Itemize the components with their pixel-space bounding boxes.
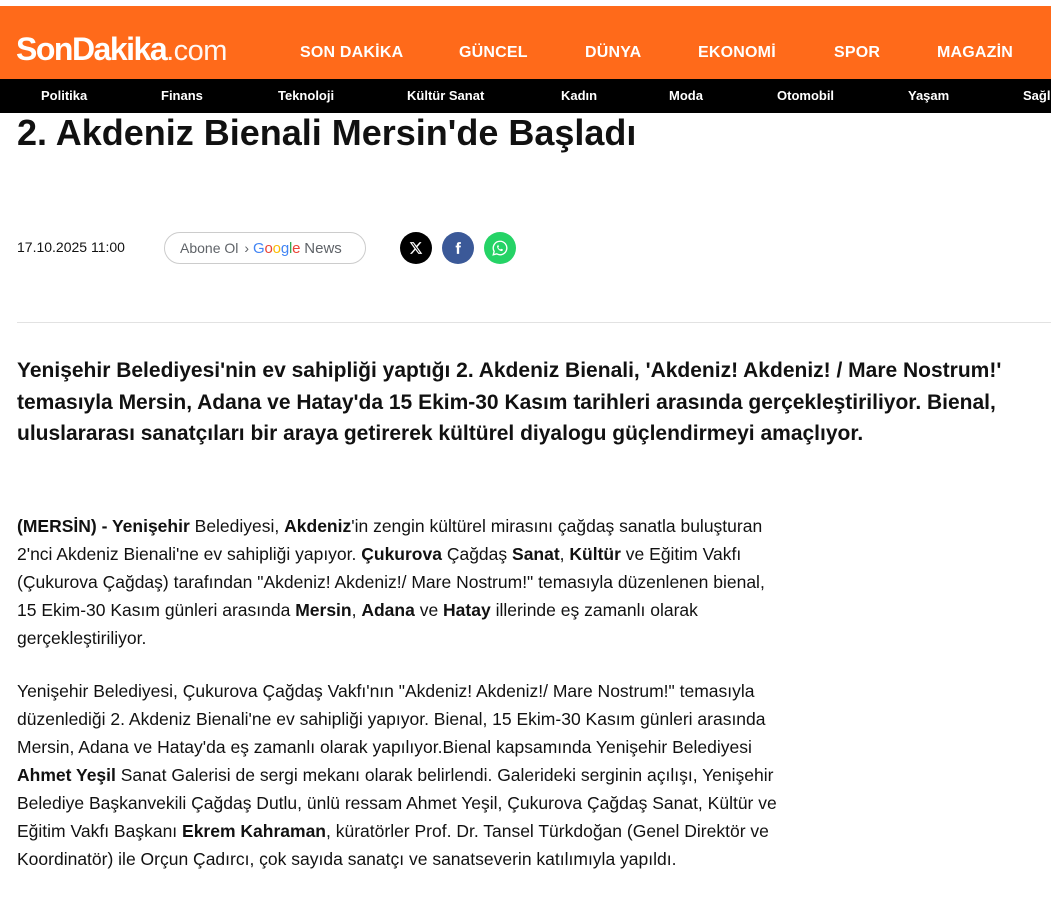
logo-tld: .com bbox=[166, 35, 227, 67]
subnav-kadin[interactable]: Kadın bbox=[561, 88, 598, 103]
paragraph-text: , bbox=[559, 544, 570, 564]
x-icon bbox=[409, 241, 423, 255]
paragraph-text: illerinde eş zamanlı olarak gerçekleştiriliyor. bbox=[17, 600, 698, 648]
news-label: News bbox=[304, 239, 342, 257]
google-letter: o bbox=[264, 239, 273, 257]
paragraph-text: , küratörler Prof. Dr. Tansel Türkdoğan (Genel Direktör ve Koordinatör) ile Orçun Çadırcı, çok sayıda sanatçı ve sanatseverin katılımıyla yapıldı. bbox=[17, 821, 769, 869]
subnav-otomobil[interactable]: Otomobil bbox=[777, 88, 835, 103]
nav-son-dakika[interactable]: SON DAKİKA bbox=[300, 44, 404, 61]
whatsapp-icon bbox=[491, 239, 509, 257]
nav-spor[interactable]: SPOR bbox=[834, 44, 881, 61]
nav-guncel[interactable]: GÜNCEL bbox=[459, 44, 528, 61]
share-whatsapp-button[interactable] bbox=[484, 232, 516, 264]
nav-dunya[interactable]: DÜNYA bbox=[585, 44, 642, 61]
share-x-button[interactable] bbox=[400, 232, 432, 264]
bold-keyword: (MERSİN) - Yenişehir bbox=[17, 516, 190, 536]
bold-keyword: Adana bbox=[361, 600, 415, 620]
chevron-right-icon: › bbox=[244, 240, 250, 256]
google-news-subscribe-button[interactable] bbox=[164, 232, 366, 264]
subnav-politika[interactable]: Politika bbox=[41, 88, 88, 103]
facebook-icon bbox=[451, 241, 465, 255]
paragraph-text: , bbox=[351, 600, 362, 620]
nav-ekonomi[interactable]: EKONOMİ bbox=[698, 44, 776, 61]
main-nav bbox=[0, 44, 1051, 66]
logo-brand: SonDakika bbox=[16, 31, 167, 67]
paragraph-text: Yenişehir Belediyesi, Çukurova Çağdaş Vakfı'nın "Akdeniz! Akdeniz!/ Mare Nostrum!" temasıyla düzenlediği 2. Akdeniz Bienali'ne ev sahipliği yapıyor. Bienal, 15 Ekim-30 Kasım günleri arasında Mersin, Adana ve Hatay'da eş zamanlı olarak yapılıyor.Bienal kapsamında Yenişehir Belediyesi bbox=[17, 681, 766, 757]
content-divider bbox=[17, 322, 1051, 323]
subnav-moda[interactable]: Moda bbox=[669, 88, 703, 103]
article-paragraph-2 bbox=[17, 677, 787, 873]
bold-keyword: Ekrem Kahraman bbox=[182, 821, 326, 841]
google-letter: g bbox=[280, 239, 289, 257]
paragraph-text: ve bbox=[414, 600, 444, 620]
google-letter: e bbox=[292, 239, 301, 257]
subnav-yasam[interactable]: Yaşam bbox=[908, 88, 950, 103]
paragraph-text: Çağdaş bbox=[441, 544, 513, 564]
google-letter: G bbox=[253, 239, 265, 257]
google-logo bbox=[253, 240, 300, 257]
subnav-teknoloji[interactable]: Teknoloji bbox=[278, 88, 335, 103]
subnav-finans[interactable]: Finans bbox=[161, 88, 203, 103]
bold-keyword: Hatay bbox=[443, 600, 491, 620]
category-nav bbox=[0, 79, 1061, 113]
paragraph-text: Belediyesi, bbox=[189, 516, 285, 536]
subnav-kultur-sanat[interactable]: Kültür Sanat bbox=[407, 88, 485, 103]
bold-keyword: Mersin bbox=[295, 600, 352, 620]
bold-keyword: Sanat bbox=[512, 544, 560, 564]
article-title: 2. Akdeniz Bienali Mersin'de Başladı bbox=[17, 112, 637, 153]
google-letter: l bbox=[288, 239, 293, 257]
bold-keyword: Çukurova bbox=[361, 544, 442, 564]
paragraph-text: ve Eğitim Vakfı (Çukurova Çağdaş) tarafından "Akdeniz! Akdeniz!/ Mare Nostrum!" temasıyla düzenlenen bienal, 15 Ekim-30 Kasım günleri arasında bbox=[17, 544, 765, 620]
publish-date: 17.10.2025 11:00 bbox=[17, 239, 125, 255]
subscribe-label: Abone Ol bbox=[180, 240, 239, 256]
subnav-saglik[interactable]: Sağlık bbox=[1023, 88, 1061, 103]
bold-keyword: Kültür bbox=[569, 544, 621, 564]
nav-magazin[interactable]: MAGAZİN bbox=[937, 44, 1014, 61]
bold-keyword: Akdeniz bbox=[284, 516, 352, 536]
top-header bbox=[0, 0, 1051, 79]
paragraph-text: 'in zengin kültürel mirasını çağdaş sanatla buluşturan 2'nci Akdeniz Bienali'ne ev sahipliği yapıyor. bbox=[17, 516, 763, 564]
article-paragraph-1 bbox=[17, 512, 787, 652]
paragraph-text: Sanat Galerisi de sergi mekanı olarak belirlendi. Galerideki serginin açılışı, Yenişehir Belediye Başkanvekili Çağdaş Dutlu, ünlü ressam Ahmet Yeşil, Çukurova Çağdaş Sanat, Kültür ve Eğitim Vakfı Başkanı bbox=[17, 765, 777, 841]
share-facebook-button[interactable] bbox=[442, 232, 474, 264]
bold-keyword: Ahmet Yeşil bbox=[17, 765, 116, 785]
google-letter: o bbox=[272, 239, 281, 257]
article-summary: Yenişehir Belediyesi'nin ev sahipliği yaptığı 2. Akdeniz Bienali, 'Akdeniz! Akdeniz! / Mare Nostrum!' temasıyla Mersin, Adana ve Hatay'da 15 Ekim-30 Kasım tarihleri arasında gerçekleştiriliyor. Bienal, uluslararası sanatçıları bir araya getirerek kültürel diyalogu güçlendirmeyi amaçlıyor. bbox=[17, 359, 1002, 445]
